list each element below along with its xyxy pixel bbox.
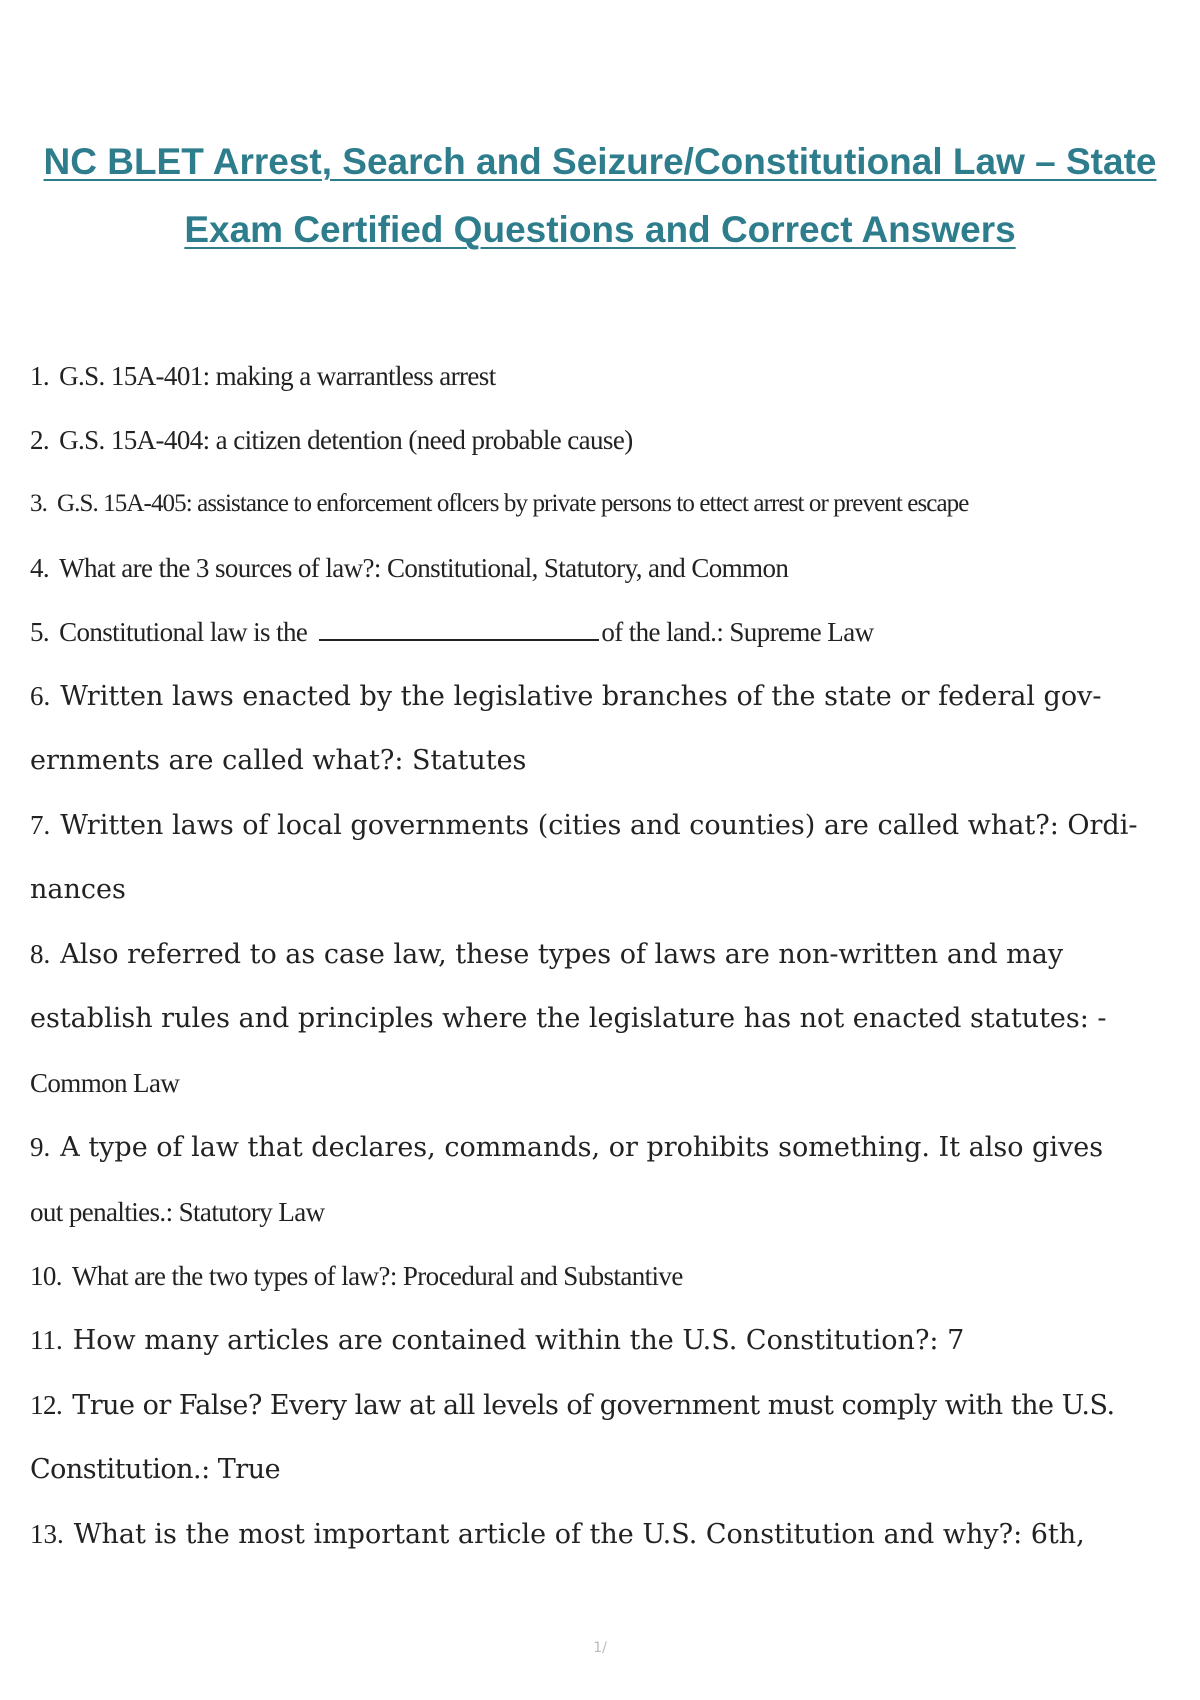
item-number: 1.: [30, 361, 50, 391]
item-text: G.S. 15A-401: making a warrantless arrest: [59, 361, 496, 391]
item-text-continued: nances: [30, 874, 126, 905]
list-item: [30, 600, 1170, 664]
title-line-1: NC BLET Arrest, Search and Seizure/Constitutional Law – State: [43, 141, 1157, 182]
document-title: [0, 128, 1200, 264]
item-text: Also referred to as case law, these types of laws are non-written and may: [60, 939, 1064, 970]
title-line-2: Exam Certified Questions and Correct Answers: [184, 209, 1016, 250]
list-item: [30, 1373, 1170, 1502]
item-text: What are the two types of law?: Procedural and Substantive: [71, 1261, 683, 1291]
item-number: 12.: [30, 1390, 63, 1420]
list-item: [30, 536, 1170, 600]
item-text-continued-2: Common Law: [30, 1068, 180, 1098]
item-text: How many articles are contained within the U.S. Constitution?: 7: [72, 1325, 965, 1356]
item-text-continued: establish rules and principles where the legislature has not enacted statutes: -: [30, 1003, 1107, 1034]
list-item: [30, 1244, 1170, 1308]
item-text: What is the most important article of the U.S. Constitution and why?: 6th,: [73, 1519, 1085, 1550]
list-item: [30, 922, 1170, 1115]
list-item: [30, 1115, 1170, 1244]
item-text-after: of the land.: Supreme Law: [601, 617, 874, 647]
item-number: 10.: [30, 1261, 62, 1291]
list-item: [30, 344, 1170, 408]
item-text-continued: out penalties.: Statutory Law: [30, 1197, 325, 1227]
item-text: Written laws enacted by the legislative branches of the state or federal gov-: [60, 681, 1102, 712]
item-text-before: Constitutional law is the: [59, 617, 308, 647]
qa-list: [30, 344, 1170, 1567]
item-number: 4.: [30, 553, 50, 583]
item-number: 13.: [30, 1519, 64, 1549]
item-text: G.S. 15A-405: assistance to enforcement oflcers by private persons to ettect arrest or prevent escape: [56, 490, 969, 517]
item-text: What are the 3 sources of law?: Constitutional, Statutory, and Common: [59, 553, 789, 583]
list-item: [30, 1502, 1170, 1567]
fill-in-blank: [319, 615, 599, 641]
list-item: [30, 793, 1170, 922]
item-text: Written laws of local governments (cities and counties) are called what?: Ordi-: [60, 810, 1138, 841]
page-number: 1/: [593, 1640, 607, 1656]
item-number: 2.: [30, 425, 50, 455]
list-item: [30, 408, 1170, 472]
item-text-continued: Constitution.: True: [30, 1454, 281, 1485]
item-number: 11.: [30, 1325, 63, 1355]
item-number: 6.: [30, 681, 51, 711]
item-number: 8.: [30, 939, 51, 969]
item-text: A type of law that declares, commands, or prohibits something. It also gives: [60, 1132, 1104, 1163]
item-text-continued: ernments are called what?: Statutes: [30, 745, 527, 776]
list-item: [30, 1308, 1170, 1373]
list-item: [30, 472, 1170, 536]
item-text: G.S. 15A-404: a citizen detention (need probable cause): [59, 425, 633, 455]
item-text: True or False? Every law at all levels of government must comply with the U.S.: [72, 1390, 1115, 1421]
item-number: 5.: [30, 617, 50, 647]
list-item: [30, 664, 1170, 793]
item-number: 3.: [30, 490, 47, 517]
item-number: 9.: [30, 1132, 51, 1162]
item-number: 7.: [30, 810, 51, 840]
